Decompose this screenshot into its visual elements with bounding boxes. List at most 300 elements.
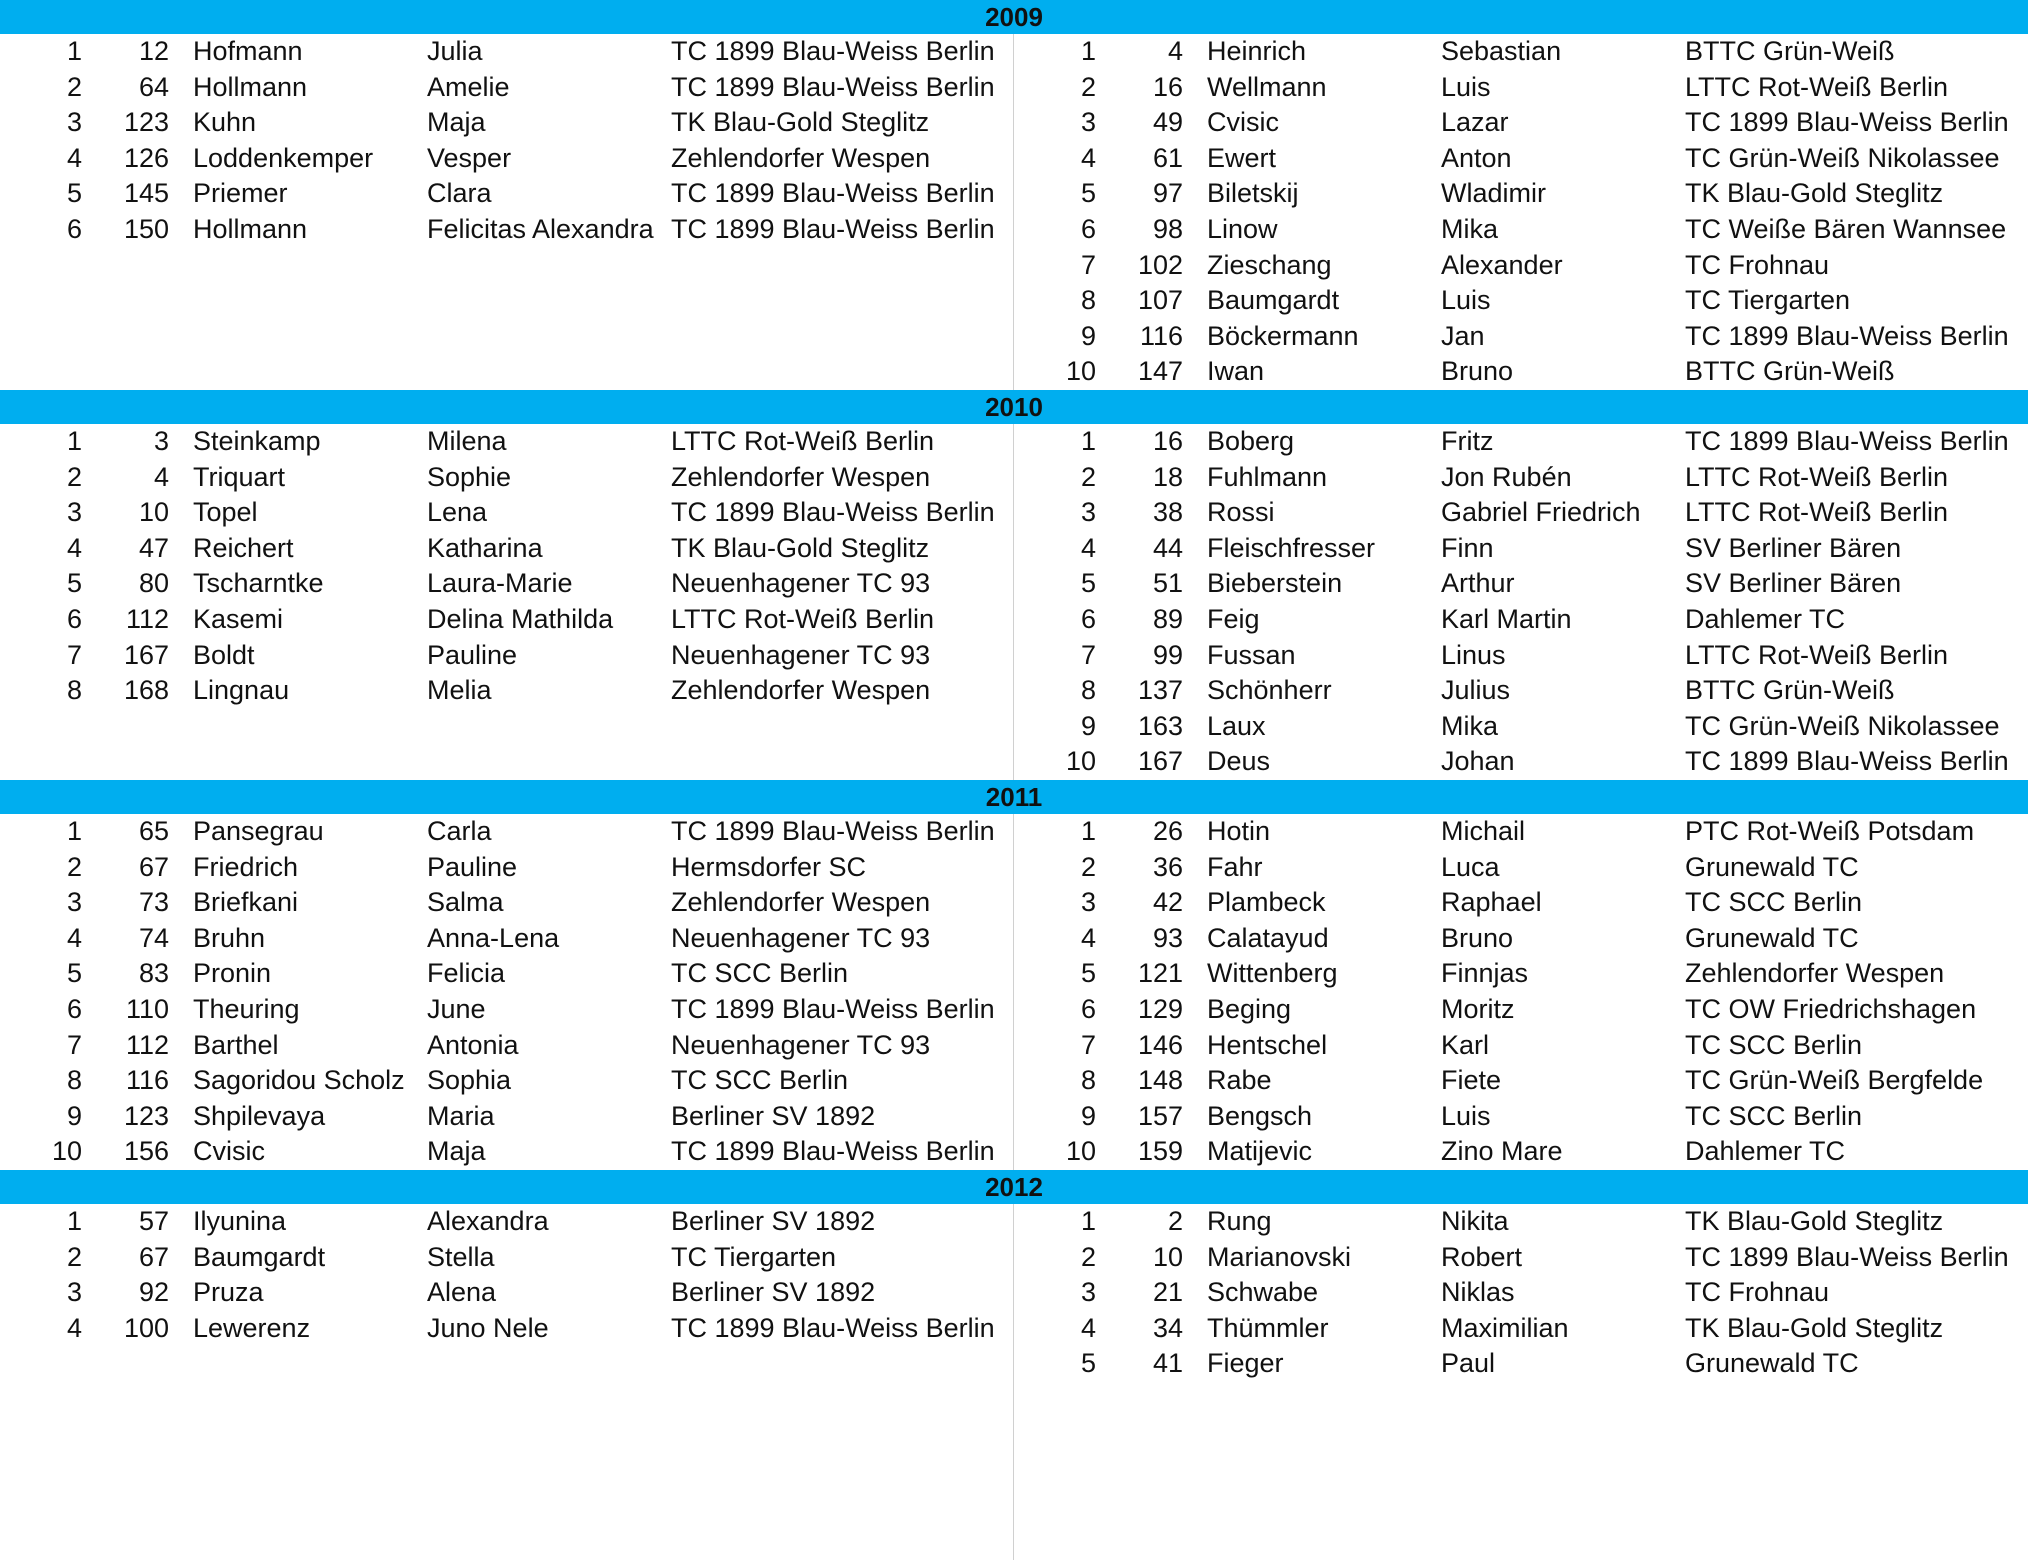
last-name-cell: Kasemi xyxy=(193,603,284,634)
club-cell: TC SCC Berlin xyxy=(671,958,849,989)
last-name-cell: Loddenkemper xyxy=(193,142,374,173)
ranking-number-cell: 42 xyxy=(1152,887,1183,918)
rank-cell: 7 xyxy=(66,639,82,670)
rank-cell: 4 xyxy=(66,532,82,563)
first-name-cell: Luis xyxy=(1441,1100,1491,1131)
first-name-cell: Anton xyxy=(1441,142,1512,173)
last-name-cell: Barthel xyxy=(193,1029,279,1060)
club-cell: TC SCC Berlin xyxy=(671,1065,849,1096)
club-cell: SV Berliner Bären xyxy=(1685,568,1902,599)
rank-cell: 1 xyxy=(1080,1206,1096,1236)
ranking-number-cell: 92 xyxy=(138,1277,169,1308)
last-name-cell: Heinrich xyxy=(1207,36,1307,66)
rank-cell: 1 xyxy=(66,816,82,846)
last-name-cell: Cvisic xyxy=(1207,107,1279,138)
ranking-number-cell: 3 xyxy=(153,426,169,456)
ranking-number-cell: 137 xyxy=(1137,675,1183,706)
first-name-cell: Carla xyxy=(427,816,492,846)
club-cell: TC 1899 Blau-Weiss Berlin xyxy=(1685,1241,2009,1272)
rank-cell: 9 xyxy=(66,1100,82,1131)
first-name-cell: Katharina xyxy=(427,532,543,563)
rank-cell: 3 xyxy=(1080,887,1096,918)
first-name-cell: Fiete xyxy=(1441,1065,1502,1096)
first-name-cell: Mika xyxy=(1441,710,1499,741)
last-name-cell: Friedrich xyxy=(193,851,299,882)
rank-cell: 6 xyxy=(66,213,82,244)
table-row xyxy=(0,850,1013,886)
club-cell: TK Blau-Gold Steglitz xyxy=(671,532,930,563)
ranking-number-cell: 123 xyxy=(123,107,169,138)
first-name-cell: Moritz xyxy=(1441,993,1515,1024)
rank-cell: 2 xyxy=(1080,71,1096,102)
table-row xyxy=(0,176,1013,212)
club-cell: TC 1899 Blau-Weiss Berlin xyxy=(671,1136,995,1167)
rank-cell: 4 xyxy=(66,142,82,173)
ranking-number-cell: 121 xyxy=(1137,958,1183,989)
first-name-cell: Michail xyxy=(1441,816,1526,846)
ranking-number-cell: 16 xyxy=(1152,426,1183,456)
table-row xyxy=(1014,992,2028,1028)
last-name-cell: Hollmann xyxy=(193,71,308,102)
first-name-cell: Sebastian xyxy=(1441,36,1562,66)
last-name-cell: Pruza xyxy=(193,1277,264,1308)
rank-cell: 6 xyxy=(1080,213,1096,244)
rank-cell: 7 xyxy=(1080,1029,1096,1060)
first-name-cell: Luca xyxy=(1441,851,1500,882)
table-row xyxy=(0,105,1013,141)
club-cell: Dahlemer TC xyxy=(1685,1136,1846,1167)
last-name-cell: Fussan xyxy=(1207,639,1296,670)
club-cell: Zehlendorfer Wespen xyxy=(671,142,931,173)
rank-cell: 5 xyxy=(1080,1348,1096,1379)
last-name-cell: Beging xyxy=(1207,993,1292,1024)
rank-cell: 10 xyxy=(51,1136,82,1167)
last-name-cell: Briefkani xyxy=(193,887,299,918)
last-name-cell: Baumgardt xyxy=(1207,285,1340,316)
ranking-number-cell: 80 xyxy=(138,568,169,599)
first-name-cell: Alexandra xyxy=(427,1206,549,1236)
rank-cell: 10 xyxy=(1065,356,1096,387)
rank-cell: 5 xyxy=(66,958,82,989)
ranking-number-cell: 156 xyxy=(123,1136,169,1167)
table-row xyxy=(1014,956,2028,992)
boys-list xyxy=(1014,1204,2028,1560)
first-name-cell: Paul xyxy=(1441,1348,1496,1379)
first-name-cell: Pauline xyxy=(427,639,518,670)
rank-cell: 1 xyxy=(1080,36,1096,66)
ranking-number-cell: 110 xyxy=(125,993,169,1024)
club-cell: TC Tiergarten xyxy=(671,1241,837,1272)
table-row xyxy=(1014,1063,2028,1099)
table-row xyxy=(1014,495,2028,531)
year-header: 2009 xyxy=(0,0,2028,34)
ranking-number-cell: 107 xyxy=(1137,285,1183,316)
club-cell: Dahlemer TC xyxy=(1685,603,1846,634)
first-name-cell: Lazar xyxy=(1441,107,1509,138)
first-name-cell: Anna-Lena xyxy=(427,922,560,953)
table-row xyxy=(0,70,1013,106)
last-name-cell: Marianovski xyxy=(1207,1241,1352,1272)
last-name-cell: Wittenberg xyxy=(1207,958,1338,989)
ranking-number-cell: 146 xyxy=(1137,1029,1183,1060)
first-name-cell: Finnjas xyxy=(1441,958,1529,989)
ranking-number-cell: 51 xyxy=(1152,568,1183,599)
first-name-cell: Raphael xyxy=(1441,887,1542,918)
ranking-number-cell: 126 xyxy=(123,142,169,173)
table-row xyxy=(0,921,1013,957)
first-name-cell: Alexander xyxy=(1441,249,1563,280)
table-row xyxy=(1014,850,2028,886)
ranking-number-cell: 26 xyxy=(1152,816,1183,846)
last-name-cell: Thümmler xyxy=(1207,1312,1329,1343)
table-row xyxy=(1014,1099,2028,1135)
club-cell: TC OW Friedrichshagen xyxy=(1685,993,1977,1024)
first-name-cell: Maximilian xyxy=(1441,1312,1569,1343)
club-cell: TC SCC Berlin xyxy=(1685,1029,1863,1060)
club-cell: Berliner SV 1892 xyxy=(671,1277,876,1308)
last-name-cell: Zieschang xyxy=(1207,249,1332,280)
rank-cell: 5 xyxy=(66,568,82,599)
first-name-cell: Jan xyxy=(1441,320,1485,351)
table-row xyxy=(0,1204,1013,1240)
year-header: 2012 xyxy=(0,1170,2028,1204)
rank-cell: 8 xyxy=(1080,675,1096,706)
last-name-cell: Topel xyxy=(193,497,258,528)
last-name-cell: Laux xyxy=(1207,710,1266,741)
first-name-cell: Bruno xyxy=(1441,922,1514,953)
club-cell: BTTC Grün-Weiß xyxy=(1685,36,1895,66)
ranking-number-cell: 168 xyxy=(123,675,169,706)
table-row xyxy=(0,531,1013,567)
last-name-cell: Priemer xyxy=(193,178,288,209)
table-row xyxy=(1014,424,2028,460)
rank-cell: 8 xyxy=(66,1065,82,1096)
rank-cell: 3 xyxy=(66,887,82,918)
table-row xyxy=(1014,709,2028,745)
table-row xyxy=(1014,460,2028,496)
rank-cell: 4 xyxy=(66,922,82,953)
ranking-number-cell: 57 xyxy=(138,1206,169,1236)
ranking-number-cell: 49 xyxy=(1152,107,1183,138)
club-cell: TC 1899 Blau-Weiss Berlin xyxy=(1685,107,2009,138)
ranking-number-cell: 167 xyxy=(1137,746,1183,777)
first-name-cell: Zino Mare xyxy=(1441,1136,1563,1167)
ranking-number-cell: 159 xyxy=(1137,1136,1183,1167)
ranking-number-cell: 10 xyxy=(138,497,169,528)
table-row xyxy=(1014,34,2028,70)
table-row xyxy=(0,1099,1013,1135)
rank-cell: 1 xyxy=(66,426,82,456)
ranking-number-cell: 44 xyxy=(1152,532,1183,563)
table-row xyxy=(0,956,1013,992)
last-name-cell: Böckermann xyxy=(1207,320,1359,351)
rank-cell: 9 xyxy=(1080,1100,1096,1131)
club-cell: LTTC Rot-Weiß Berlin xyxy=(1685,639,1949,670)
last-name-cell: Baumgardt xyxy=(193,1241,326,1272)
first-name-cell: Milena xyxy=(427,426,507,456)
first-name-cell: Maja xyxy=(427,107,486,138)
club-cell: TC 1899 Blau-Weiss Berlin xyxy=(671,497,995,528)
club-cell: LTTC Rot-Weiß Berlin xyxy=(1685,497,1949,528)
table-row xyxy=(1014,1346,2028,1382)
first-name-cell: Clara xyxy=(427,178,492,209)
table-row xyxy=(1014,176,2028,212)
first-name-cell: Jon Rubén xyxy=(1441,461,1572,492)
club-cell: TC Tiergarten xyxy=(1685,285,1851,316)
rank-cell: 1 xyxy=(1080,816,1096,846)
first-name-cell: Laura-Marie xyxy=(427,568,573,599)
year-header: 2011 xyxy=(0,780,2028,814)
first-name-cell: Julius xyxy=(1441,675,1511,706)
table-row xyxy=(1014,566,2028,602)
last-name-cell: Rabe xyxy=(1207,1065,1272,1096)
last-name-cell: Hotin xyxy=(1207,816,1271,846)
club-cell: Zehlendorfer Wespen xyxy=(1685,958,1945,989)
table-row xyxy=(0,814,1013,850)
boys-list xyxy=(1014,424,2028,780)
table-row xyxy=(1014,283,2028,319)
table-row xyxy=(0,602,1013,638)
first-name-cell: June xyxy=(427,993,486,1024)
last-name-cell: Calatayud xyxy=(1207,922,1329,953)
last-name-cell: Hentschel xyxy=(1207,1029,1328,1060)
table-row xyxy=(1014,1134,2028,1170)
table-row xyxy=(1014,1204,2028,1240)
table-row xyxy=(0,1134,1013,1170)
rank-cell: 2 xyxy=(66,461,82,492)
club-cell: LTTC Rot-Weiß Berlin xyxy=(1685,461,1949,492)
rank-cell: 2 xyxy=(1080,461,1096,492)
first-name-cell: Felicitas Alexandra xyxy=(427,213,654,244)
first-name-cell: Melia xyxy=(427,675,492,706)
first-name-cell: Linus xyxy=(1441,639,1506,670)
table-row xyxy=(1014,1311,2028,1347)
rank-cell: 6 xyxy=(1080,603,1096,634)
last-name-cell: Plambeck xyxy=(1207,887,1326,918)
first-name-cell: Sophia xyxy=(427,1065,512,1096)
ranking-number-cell: 16 xyxy=(1152,71,1183,102)
table-row xyxy=(0,638,1013,674)
last-name-cell: Bruhn xyxy=(193,922,266,953)
last-name-cell: Lewerenz xyxy=(193,1312,311,1343)
table-row xyxy=(1014,1240,2028,1276)
ranking-number-cell: 10 xyxy=(1152,1241,1183,1272)
rank-cell: 6 xyxy=(66,993,82,1024)
rank-cell: 2 xyxy=(1080,851,1096,882)
club-cell: TK Blau-Gold Steglitz xyxy=(671,107,930,138)
last-name-cell: Reichert xyxy=(193,532,294,563)
rank-cell: 9 xyxy=(1080,710,1096,741)
ranking-number-cell: 157 xyxy=(1137,1100,1183,1131)
club-cell: TC 1899 Blau-Weiss Berlin xyxy=(671,36,995,66)
ranking-number-cell: 123 xyxy=(123,1100,169,1131)
club-cell: Berliner SV 1892 xyxy=(671,1206,876,1236)
table-row xyxy=(1014,212,2028,248)
ranking-number-cell: 112 xyxy=(125,1029,169,1060)
first-name-cell: Luis xyxy=(1441,285,1491,316)
last-name-cell: Steinkamp xyxy=(193,426,321,456)
table-row xyxy=(1014,105,2028,141)
last-name-cell: Iwan xyxy=(1207,356,1265,387)
club-cell: LTTC Rot-Weiß Berlin xyxy=(1685,71,1949,102)
table-row xyxy=(1014,814,2028,850)
first-name-cell: Maja xyxy=(427,1136,486,1167)
first-name-cell: Stella xyxy=(427,1241,495,1272)
table-row xyxy=(1014,602,2028,638)
table-row xyxy=(0,141,1013,177)
ranking-number-cell: 64 xyxy=(138,71,169,102)
table-row xyxy=(1014,248,2028,284)
first-name-cell: Bruno xyxy=(1441,356,1514,387)
club-cell: TC Weiße Bären Wannsee xyxy=(1685,213,2007,244)
ranking-number-cell: 73 xyxy=(138,887,169,918)
first-name-cell: Sophie xyxy=(427,461,512,492)
last-name-cell: Triquart xyxy=(193,461,286,492)
club-cell: BTTC Grün-Weiß xyxy=(1685,356,1895,387)
last-name-cell: Rung xyxy=(1207,1206,1272,1236)
rank-cell: 1 xyxy=(66,1206,82,1236)
first-name-cell: Julia xyxy=(427,36,483,66)
ranking-number-cell: 150 xyxy=(123,213,169,244)
last-name-cell: Hollmann xyxy=(193,213,308,244)
rank-cell: 4 xyxy=(1080,532,1096,563)
table-row xyxy=(1014,885,2028,921)
last-name-cell: Hofmann xyxy=(193,36,303,66)
last-name-cell: Bieberstein xyxy=(1207,568,1343,599)
last-name-cell: Wellmann xyxy=(1207,71,1327,102)
rank-cell: 6 xyxy=(1080,993,1096,1024)
club-cell: TK Blau-Gold Steglitz xyxy=(1685,1312,1944,1343)
rank-cell: 2 xyxy=(1080,1241,1096,1272)
first-name-cell: Pauline xyxy=(427,851,518,882)
table-row xyxy=(0,424,1013,460)
ranking-number-cell: 98 xyxy=(1152,213,1183,244)
girls-list xyxy=(0,1204,1014,1560)
rank-cell: 8 xyxy=(1080,1065,1096,1096)
ranking-number-cell: 99 xyxy=(1152,639,1183,670)
first-name-cell: Johan xyxy=(1441,746,1515,777)
rank-cell: 10 xyxy=(1065,1136,1096,1167)
table-row xyxy=(0,885,1013,921)
club-cell: TC Frohnau xyxy=(1685,1277,1830,1308)
club-cell: PTC Rot-Weiß Potsdam xyxy=(1685,816,1975,846)
last-name-cell: Kuhn xyxy=(193,107,257,138)
ranking-number-cell: 34 xyxy=(1152,1312,1183,1343)
ranking-number-cell: 4 xyxy=(1167,36,1183,66)
rank-cell: 1 xyxy=(1080,426,1096,456)
last-name-cell: Shpilevaya xyxy=(193,1100,326,1131)
first-name-cell: Alena xyxy=(427,1277,497,1308)
club-cell: TC Grün-Weiß Bergfelde xyxy=(1685,1065,1984,1096)
table-row xyxy=(1014,744,2028,780)
club-cell: Neuenhagener TC 93 xyxy=(671,568,931,599)
club-cell: TC Grün-Weiß Nikolassee xyxy=(1685,142,2000,173)
ranking-number-cell: 83 xyxy=(138,958,169,989)
ranking-number-cell: 163 xyxy=(1137,710,1183,741)
rank-cell: 9 xyxy=(1080,320,1096,351)
club-cell: Grunewald TC xyxy=(1685,851,1859,882)
club-cell: Berliner SV 1892 xyxy=(671,1100,876,1131)
rank-cell: 7 xyxy=(1080,249,1096,280)
table-row xyxy=(1014,921,2028,957)
rank-cell: 1 xyxy=(66,36,82,66)
ranking-number-cell: 100 xyxy=(123,1312,169,1343)
last-name-cell: Lingnau xyxy=(193,675,290,706)
ranking-number-cell: 12 xyxy=(138,36,169,66)
club-cell: TC SCC Berlin xyxy=(1685,887,1863,918)
club-cell: BTTC Grün-Weiß xyxy=(1685,675,1895,706)
rank-cell: 4 xyxy=(66,1312,82,1343)
club-cell: Hermsdorfer SC xyxy=(671,851,867,882)
club-cell: LTTC Rot-Weiß Berlin xyxy=(671,603,935,634)
rank-cell: 4 xyxy=(1080,142,1096,173)
table-row xyxy=(0,1275,1013,1311)
last-name-cell: Schwabe xyxy=(1207,1277,1319,1308)
table-row xyxy=(1014,141,2028,177)
last-name-cell: Sagoridou Scholz xyxy=(193,1065,405,1096)
first-name-cell: Salma xyxy=(427,887,504,918)
last-name-cell: Cvisic xyxy=(193,1136,265,1167)
ranking-number-cell: 74 xyxy=(138,922,169,953)
first-name-cell: Niklas xyxy=(1441,1277,1515,1308)
last-name-cell: Theuring xyxy=(193,993,300,1024)
table-row xyxy=(0,460,1013,496)
ranking-number-cell: 21 xyxy=(1152,1277,1183,1308)
ranking-number-cell: 102 xyxy=(1137,249,1183,280)
club-cell: TC 1899 Blau-Weiss Berlin xyxy=(671,993,995,1024)
table-row xyxy=(1014,531,2028,567)
ranking-number-cell: 61 xyxy=(1152,142,1183,173)
first-name-cell: Wladimir xyxy=(1441,178,1546,209)
table-row xyxy=(1014,1028,2028,1064)
first-name-cell: Vesper xyxy=(427,142,512,173)
first-name-cell: Karl Martin xyxy=(1441,603,1572,634)
last-name-cell: Ilyunina xyxy=(193,1206,287,1236)
rank-cell: 10 xyxy=(1065,746,1096,777)
first-name-cell: Maria xyxy=(427,1100,495,1131)
ranking-number-cell: 93 xyxy=(1152,922,1183,953)
table-row xyxy=(0,212,1013,248)
ranking-number-cell: 41 xyxy=(1152,1348,1183,1379)
ranking-number-cell: 129 xyxy=(1137,993,1183,1024)
girls-list xyxy=(0,424,1014,780)
table-row xyxy=(0,34,1013,70)
table-row xyxy=(1014,1275,2028,1311)
table-row xyxy=(1014,319,2028,355)
rank-cell: 3 xyxy=(1080,107,1096,138)
last-name-cell: Boberg xyxy=(1207,426,1295,456)
last-name-cell: Rossi xyxy=(1207,497,1275,528)
table-row xyxy=(0,673,1013,709)
ranking-number-cell: 4 xyxy=(153,461,169,492)
first-name-cell: Arthur xyxy=(1441,568,1515,599)
last-name-cell: Feig xyxy=(1207,603,1260,634)
first-name-cell: Juno Nele xyxy=(427,1312,549,1343)
table-row xyxy=(0,992,1013,1028)
last-name-cell: Schönherr xyxy=(1207,675,1332,706)
last-name-cell: Fieger xyxy=(1207,1348,1284,1379)
club-cell: Grunewald TC xyxy=(1685,1348,1859,1379)
rank-cell: 5 xyxy=(1080,178,1096,209)
rank-cell: 3 xyxy=(1080,1277,1096,1308)
last-name-cell: Pronin xyxy=(193,958,272,989)
table-row xyxy=(0,1028,1013,1064)
first-name-cell: Lena xyxy=(427,497,488,528)
first-name-cell: Karl xyxy=(1441,1029,1490,1060)
rank-cell: 7 xyxy=(66,1029,82,1060)
ranking-number-cell: 167 xyxy=(123,639,169,670)
table-row xyxy=(0,495,1013,531)
